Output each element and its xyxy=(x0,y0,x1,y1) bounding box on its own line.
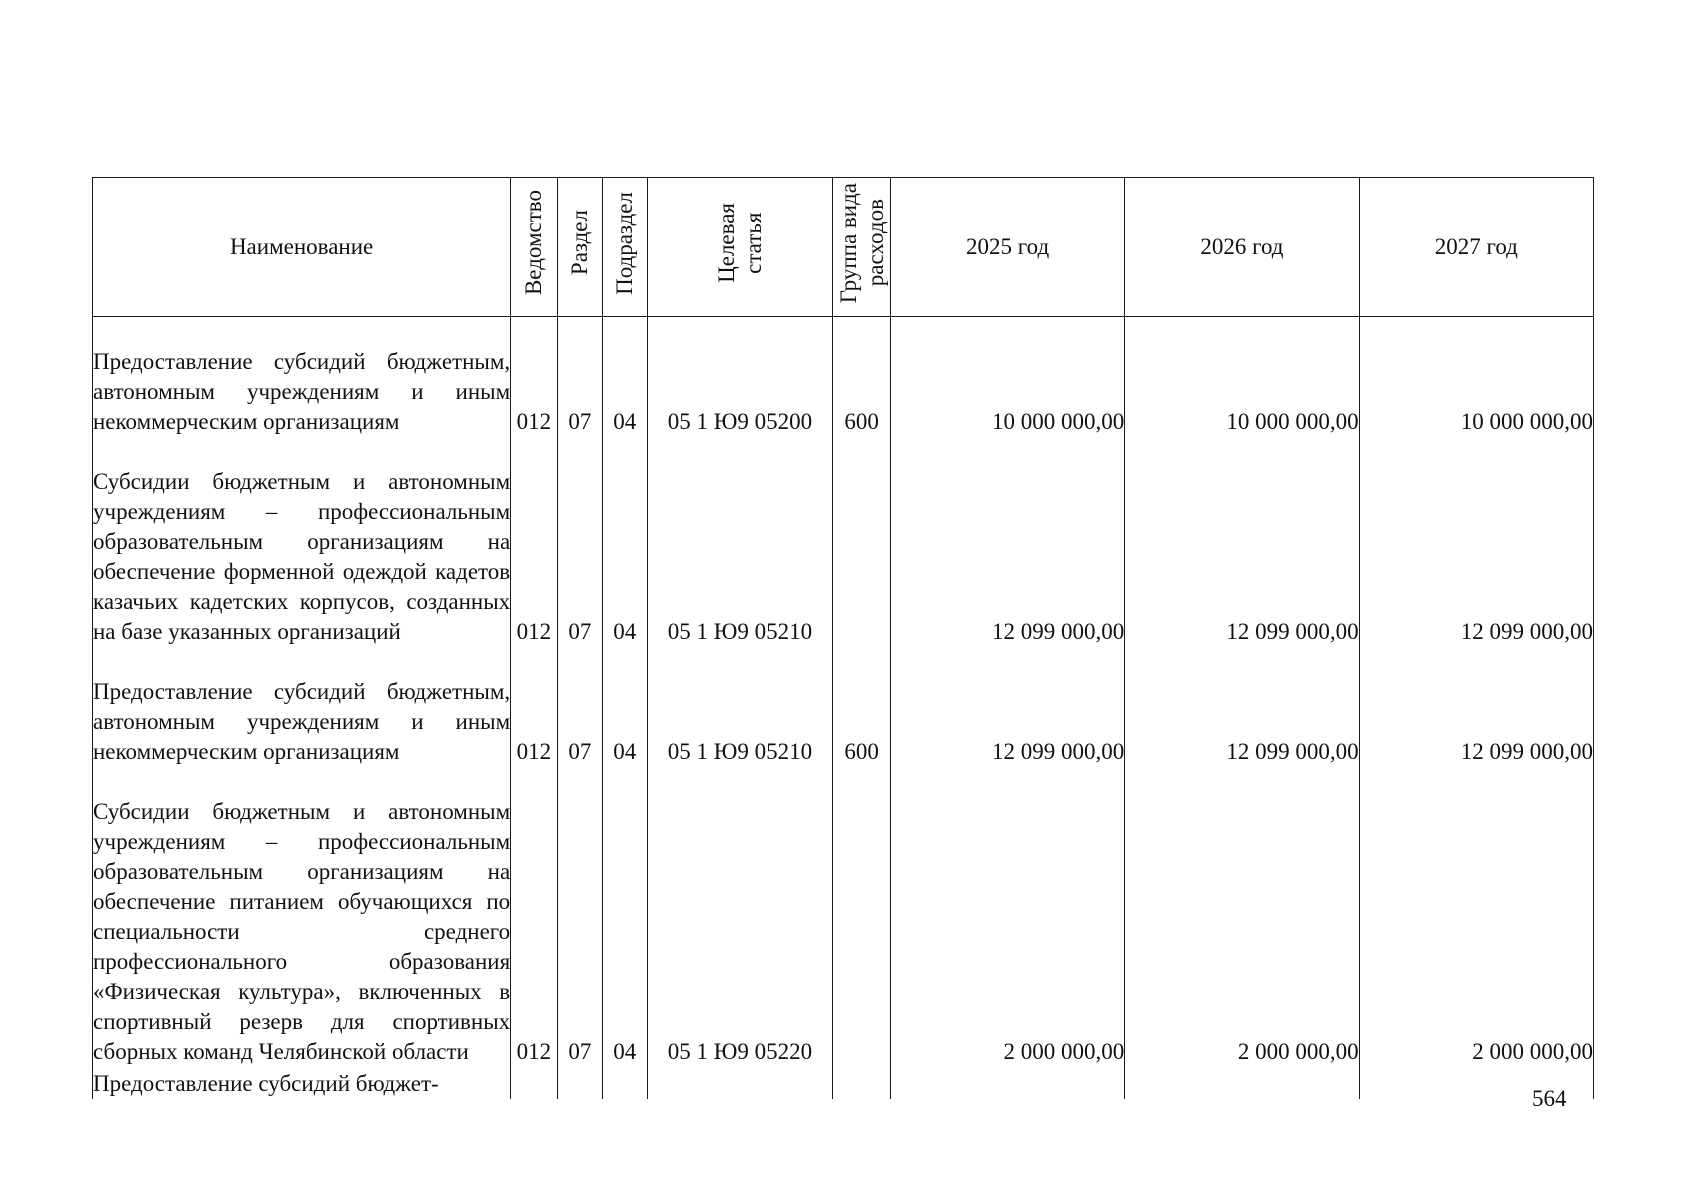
row-amount-2026: 2 000 000,00 xyxy=(1125,767,1359,1067)
row-name: Субсидии бюджетным и автономным учреждениям – профессиональным образовательным организациям на обеспечение форменной одеждой кадетов казачьих кадетских корпусов, созданных на базе указанных организаций xyxy=(93,437,511,647)
row-vedomstvo: 012 xyxy=(511,317,557,438)
row-podrazdel: 04 xyxy=(603,647,647,767)
row-podrazdel xyxy=(603,1067,647,1099)
header-target-line2: статья xyxy=(740,212,766,274)
header-razdel: Раздел xyxy=(557,178,602,317)
row-vedomstvo: 012 xyxy=(511,767,557,1067)
row-vedomstvo xyxy=(511,1067,557,1099)
row-amount-2027: 12 099 000,00 xyxy=(1359,647,1593,767)
table-row xyxy=(93,317,1594,438)
row-group xyxy=(833,437,891,647)
row-razdel: 07 xyxy=(557,647,602,767)
row-amount-2026 xyxy=(1125,1067,1359,1099)
header-expense-group xyxy=(833,178,891,317)
row-group: 600 xyxy=(833,317,891,438)
row-razdel: 07 xyxy=(557,317,602,438)
row-name: Предоставление субсидий бюджетным, автономным учреждениям и иным некоммерческим организациям xyxy=(93,647,511,767)
row-name: Предоставление субсидий бюджетным, автономным учреждениям и иным некоммерческим организациям xyxy=(93,317,511,438)
row-amount-2026: 10 000 000,00 xyxy=(1125,317,1359,438)
header-2027: 2027 год xyxy=(1359,178,1593,317)
row-razdel: 07 xyxy=(557,437,602,647)
header-group-line2: расходов xyxy=(862,199,888,287)
row-amount-2027: 10 000 000,00 xyxy=(1359,317,1593,438)
row-podrazdel: 04 xyxy=(603,317,647,438)
row-name: Субсидии бюджетным и автономным учреждениям – профессиональным образовательным организациям на обеспечение питанием обучающихся по специальности среднего профессионального образования «Физическая культура», включенных в спортивный резерв для спортивных сборных команд Челябинской области xyxy=(93,767,511,1067)
row-target: 05 1 Ю9 05200 xyxy=(647,317,833,438)
row-amount-2025: 12 099 000,00 xyxy=(890,647,1124,767)
header-podrazdel: Подраздел xyxy=(603,178,647,317)
table-row xyxy=(93,767,1594,1067)
row-razdel xyxy=(557,1067,602,1099)
header-group-line1: Группа вида xyxy=(835,182,861,304)
row-vedomstvo: 012 xyxy=(511,647,557,767)
row-amount-2026: 12 099 000,00 xyxy=(1125,647,1359,767)
row-vedomstvo: 012 xyxy=(511,437,557,647)
row-target: 05 1 Ю9 05210 xyxy=(647,647,833,767)
row-amount-2025: 2 000 000,00 xyxy=(890,767,1124,1067)
row-target: 05 1 Ю9 05210 xyxy=(647,437,833,647)
row-amount-2025: 12 099 000,00 xyxy=(890,437,1124,647)
row-razdel: 07 xyxy=(557,767,602,1067)
table-row xyxy=(93,1067,1594,1099)
row-podrazdel: 04 xyxy=(603,437,647,647)
row-name: Предоставление субсидий бюджет- xyxy=(93,1067,511,1099)
row-target xyxy=(647,1067,833,1099)
header-name: Наименование xyxy=(93,178,511,317)
budget-table xyxy=(92,177,1594,1099)
header-target-line1: Целевая xyxy=(713,203,739,283)
header-vedomstvo: Ведомство xyxy=(511,178,557,317)
table-body xyxy=(93,317,1594,1100)
page-number: 564 xyxy=(1532,1086,1567,1111)
header-target-article xyxy=(647,178,833,317)
header-row xyxy=(93,178,1594,317)
row-amount-2026: 12 099 000,00 xyxy=(1125,437,1359,647)
row-amount-2027: 2 000 000,00 xyxy=(1359,767,1593,1067)
row-target: 05 1 Ю9 05220 xyxy=(647,767,833,1067)
row-amount-2025 xyxy=(890,1067,1124,1099)
header-2026: 2026 год xyxy=(1125,178,1359,317)
row-podrazdel: 04 xyxy=(603,767,647,1067)
table-row xyxy=(93,647,1594,767)
row-amount-2027: 12 099 000,00 xyxy=(1359,437,1593,647)
row-group xyxy=(833,1067,891,1099)
row-group: 600 xyxy=(833,647,891,767)
header-2025: 2025 год xyxy=(890,178,1124,317)
row-group xyxy=(833,767,891,1067)
table-header xyxy=(93,178,1594,317)
row-amount-2025: 10 000 000,00 xyxy=(890,317,1124,438)
table-row xyxy=(93,437,1594,647)
